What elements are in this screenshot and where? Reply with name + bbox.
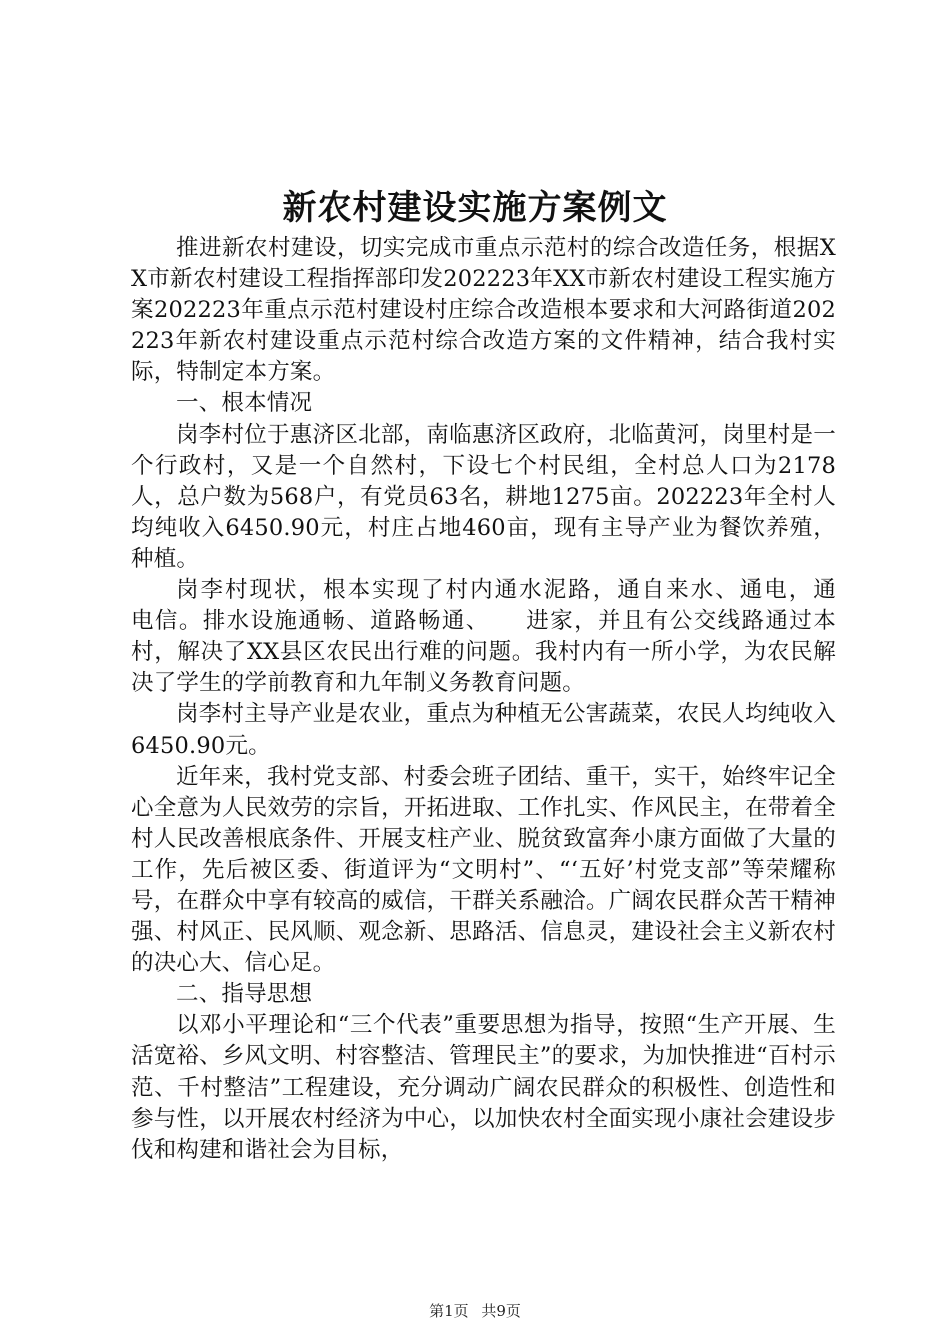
paragraph-main-industry: 岗李村主导产业是农业，重点为种植无公害蔬菜，农民人均纯收入6450.90元。	[131, 701, 836, 759]
page-number: 第1页	[429, 1302, 469, 1320]
section-heading-basic-situation: 一、根本情况	[176, 390, 313, 417]
paragraph-intro: 推进新农村建设，切实完成市重点示范村的综合改造任务，根据XX市新农村建设工程指挥部印发202223年XX市新农村建设工程实施方案202223年重点示范村建设村庄综合改造根本要求和大河路街道202223年新农村建设重点示范村综合改造方案的文件精神，结合我村实际，特制定本方案。	[131, 235, 836, 386]
section-heading-guiding-ideology: 二、指导思想	[176, 981, 313, 1008]
paragraph-village-status: 岗李村现状，根本实现了村内通水泥路，通自来水、通电，通 电信。排水设施通畅、道路畅通、 进家，并且有公交线路通过本村，解决了XX县区农民出行难的问题。我村内有一所小学，为农民解决了学生的学前教育和九年制义务教育问题。	[131, 577, 882, 697]
page-footer	[0, 1300, 950, 1322]
page-total: 共9页	[481, 1302, 521, 1320]
paragraph-recent-years: 近年来，我村党支部、村委会班子团结、重干，实干，始终牢记全心全意为人民效劳的宗旨，开拓进取、工作扎实、作风民主，在带着全村人民改善根底条件、开展支柱产业、脱贫致富奔小康方面做了大量的工作，先后被区委、街道评为“文明村”、“‘五好’村党支部”等荣耀称号，在群众中享有较高的威信，干群关系融洽。广阔农民群众苦干精神强、村风正、民风顺、观念新、思路活、信息灵，建设社会主义新农村的决心大、信心足。	[131, 763, 836, 977]
document-title: 新农村建设实施方案例文	[282, 188, 668, 228]
paragraph-village-overview: 岗李村位于惠济区北部，南临惠济区政府，北临黄河，岗里村是一个行政村，又是一个自然村，下设七个村民组，全村总人口为2178人，总户数为568户，有党员63名，耕地1275亩。202223年全村人均纯收入6450.90元，村庄占地460亩，现有主导产业为餐饮养殖，种植。	[131, 421, 836, 572]
paragraph-guiding-ideology: 以邓小平理论和“三个代表”重要思想为指导，按照“生产开展、生活宽裕、乡风文明、村容整洁、管理民主”的要求，为加快推进“百村示范、千村整洁”工程建设，充分调动广阔农民群众的积极性、创造性和参与性，以开展农村经济为中心，以加快农村全面实现小康社会建设步伐和构建和谐社会为目标，	[131, 1012, 836, 1163]
document-body	[131, 233, 882, 1166]
